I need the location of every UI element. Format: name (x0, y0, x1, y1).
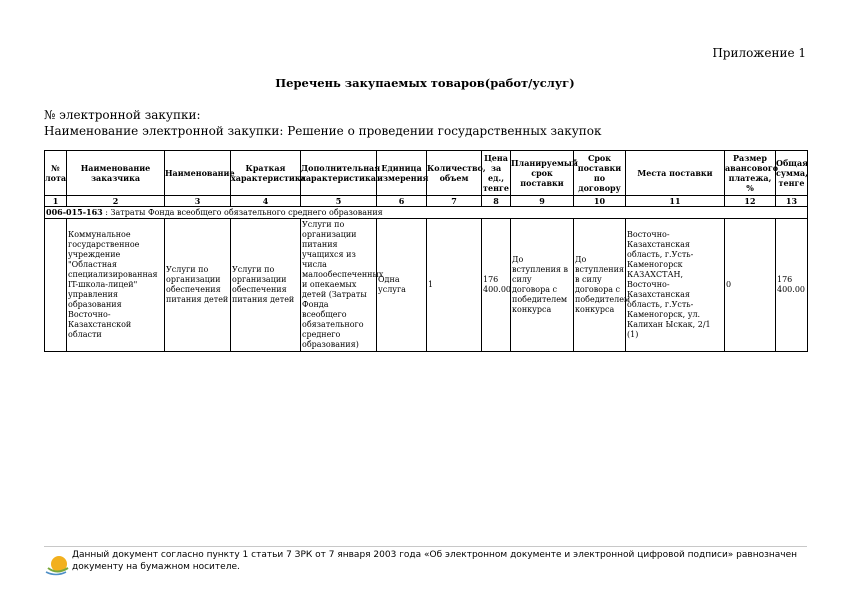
column-number: 10 (574, 196, 626, 207)
column-header: Наименование (165, 151, 231, 196)
budget-code: 006-015-163 (46, 207, 103, 217)
column-number: 1 (45, 196, 67, 207)
footer-divider (44, 546, 807, 547)
budget-group-row (45, 207, 808, 219)
name-cell: Услуги по организации обеспечения питания детей (165, 219, 231, 352)
column-number: 7 (427, 196, 482, 207)
column-number-row (45, 196, 808, 207)
column-header: № лота (45, 151, 67, 196)
customer-cell: Коммунальное государственное учреждение "Областная специализированная IT-школа-лицей" управления образования Восточно-Казахстанской области (67, 219, 165, 352)
unit-price-cell: 176 400.00 (482, 219, 511, 352)
column-number: 6 (377, 196, 427, 207)
column-number: 3 (165, 196, 231, 207)
column-header: Места поставки (626, 151, 725, 196)
procurement-name: Наименование электронной закупки: Решение о проведении государственных закупок (44, 124, 602, 138)
document-title: Перечень закупаемых товаров(работ/услуг) (275, 76, 575, 90)
column-header: Наименование заказчика (67, 151, 165, 196)
column-number: 13 (776, 196, 808, 207)
contract-delivery-cell: До вступления в силу договора с победителем конкурса (574, 219, 626, 352)
legal-notice: Данный документ согласно пункту 1 статьи 7 ЗРК от 7 января 2003 года «Об электронном документе и электронной цифровой подписи» равнозначен документу на бумажном носителе. (72, 550, 798, 572)
column-number: 12 (725, 196, 776, 207)
egov-sun-logo-icon (44, 551, 70, 577)
additional-description-cell: Услуги по организации питания учащихся из числа малообеспеченных и опекаемых детей (Затраты Фонда всеобщего обязательного среднего образования) (301, 219, 377, 352)
planned-delivery-cell: До вступления в силу договора с победителем конкурса (511, 219, 574, 352)
column-number: 5 (301, 196, 377, 207)
column-header: Размер авансового платежа, % (725, 151, 776, 196)
column-header: Цена за ед., тенге (482, 151, 511, 196)
total-amount-cell: 176 400.00 (776, 219, 808, 352)
procurement-table (44, 150, 808, 352)
column-header: Единица измерения (377, 151, 427, 196)
column-header: Срок поставки по договору (574, 151, 626, 196)
lot-number-cell (45, 219, 67, 352)
table-row (45, 219, 808, 352)
advance-payment-cell: 0 (725, 219, 776, 352)
procurement-number: № электронной закупки: (44, 108, 201, 122)
appendix-label: Приложение 1 (712, 46, 806, 60)
column-number: 11 (626, 196, 725, 207)
column-header: Планируемый срок поставки (511, 151, 574, 196)
header-row (45, 151, 808, 196)
unit-cell: Одна услуга (377, 219, 427, 352)
column-header: Количество, объем (427, 151, 482, 196)
column-header: Общая сумма, тенге (776, 151, 808, 196)
budget-group-cell (45, 207, 808, 219)
budget-group-text: : Затраты Фонда всеобщего обязательного среднего образования (102, 208, 383, 217)
quantity-cell: 1 (427, 219, 482, 352)
delivery-place-cell: Восточно-Казахстанская область, г.Усть-Каменогорск КАЗАХСТАН, Восточно-Казахстанская область, г.Усть-Каменогорск, ул. Калихан Ыскак, 2/1 (1) (626, 219, 725, 352)
column-header: Краткая характеристика (231, 151, 301, 196)
column-number: 8 (482, 196, 511, 207)
short-description-cell: Услуги по организации обеспечения питания детей (231, 219, 301, 352)
column-number: 4 (231, 196, 301, 207)
column-number: 2 (67, 196, 165, 207)
column-header: Дополнительная характеристика (301, 151, 377, 196)
column-number: 9 (511, 196, 574, 207)
